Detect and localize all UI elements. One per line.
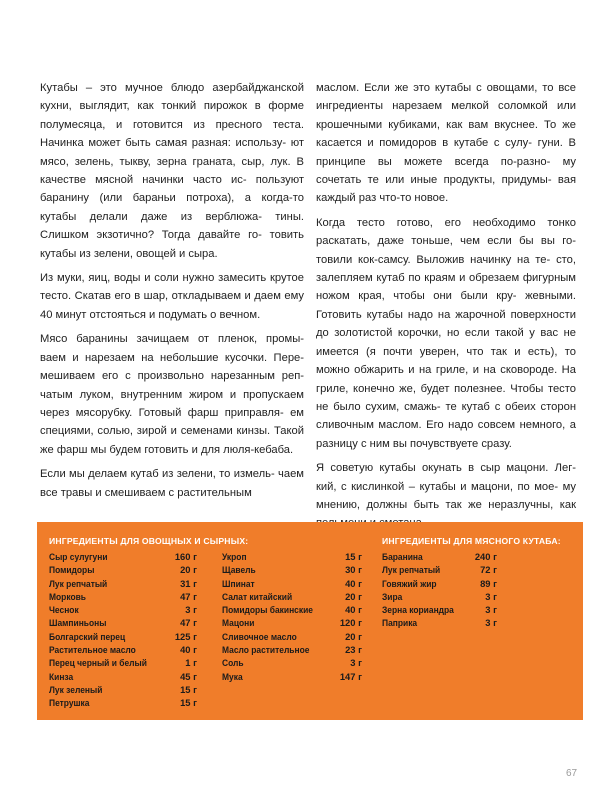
ingredient-quantity: 40 г (180, 644, 197, 656)
ingredient-name: Масло растительное (222, 644, 310, 656)
meat-ingredients-list (382, 550, 497, 630)
ingredient-quantity: 240 г (474, 551, 497, 562)
ingredient-quantity: 40 г (345, 604, 362, 616)
text-column-right (316, 79, 576, 539)
ingredient-name: Паприка (382, 617, 418, 629)
ingredient-row (49, 616, 197, 629)
ingredient-row (222, 616, 362, 629)
ingredient-name: Чеснок (49, 604, 79, 616)
ingredient-name: Лук зеленый (49, 683, 103, 695)
ingredient-quantity: 20 г (180, 564, 197, 576)
meat-ingredients-title: ИНГРЕДИЕНТЫ ДЛЯ МЯСНОГО КУТАБА: (382, 536, 561, 546)
ingredient-quantity: 15 г (345, 551, 362, 562)
ingredient-row (49, 563, 197, 576)
veg-ingredients-list-1 (49, 550, 197, 710)
ingredient-row (49, 603, 197, 616)
ingredient-name: Лук репчатый (49, 577, 108, 589)
ingredient-name: Мука (222, 670, 243, 682)
ingredient-row (382, 616, 497, 629)
ingredient-quantity: 47 г (180, 590, 197, 602)
paragraph: Из муки, яиц, воды и соли нужно замесить крутое тесто. Скатав его в шар, откладываем и даем ему 40 минут отстояться и подумать о вечном. (40, 272, 304, 321)
ingredient-name: Мацони (222, 617, 255, 629)
ingredient-name: Сливочное масло (222, 630, 297, 642)
veg-ingredients-title: ИНГРЕДИЕНТЫ ДЛЯ ОВОЩНЫХ И СЫРНЫХ: (49, 536, 249, 546)
ingredient-quantity: 72 г (480, 564, 497, 576)
paragraph: Я советую кутабы окунать в сыр мацони. Лег- кий, с кислинкой – кутабы и мацони, по мое- му мнению, должны быть так же неразлучны, как (316, 462, 576, 511)
ingredient-row (49, 630, 197, 643)
ingredient-quantity: 23 г (345, 644, 362, 656)
ingredient-name: Зира (382, 590, 403, 602)
ingredient-quantity: 45 г (180, 670, 197, 682)
ingredient-row (222, 643, 362, 656)
ingredient-name: Укроп (222, 551, 247, 562)
ingredient-row (222, 563, 362, 576)
ingredient-name: Зерна кориандра (382, 604, 454, 616)
ingredient-quantity: 125 г (174, 630, 197, 642)
ingredient-row (49, 643, 197, 656)
ingredient-quantity: 31 г (180, 577, 197, 589)
ingredient-row (222, 603, 362, 616)
ingredient-row (49, 577, 197, 590)
ingredient-quantity: 3 г (485, 590, 497, 602)
ingredient-row (222, 656, 362, 669)
ingredient-name: Болгарский перец (49, 630, 126, 642)
ingredient-quantity: 3 г (485, 617, 497, 629)
ingredient-quantity: 89 г (480, 577, 497, 589)
ingredient-name: Кинза (49, 670, 74, 682)
ingredient-quantity: 3 г (485, 604, 497, 616)
ingredient-name: Сыр сулугуни (49, 551, 108, 562)
ingredient-quantity: 15 г (180, 683, 197, 695)
ingredient-row (382, 603, 497, 616)
ingredient-name: Соль (222, 657, 244, 669)
ingredient-name: Щавель (222, 564, 256, 576)
ingredient-quantity: 3 г (350, 657, 362, 669)
paragraph: Мясо баранины зачищаем от пленок, промы- ваем и нарезаем на небольшие кусочки. Пере- мешиваем его с произвольно нарезанным реп- чатым луком, внутренним жиром и пропускаем через мясорубку. Готовый фарш приправля- ем специями, солью, зирой и семенами кинзы. Такой же фарш мы будем готовить и для люля-кебаба. (40, 333, 304, 456)
ingredient-name: Лук репчатый (382, 564, 441, 576)
ingredient-name: Морковь (49, 590, 86, 602)
ingredient-name: Салат китайский (222, 590, 293, 602)
ingredient-row (49, 550, 197, 563)
veg-ingredients-list-2 (222, 550, 362, 710)
ingredient-row (49, 670, 197, 683)
ingredient-row (382, 550, 497, 563)
ingredient-name: Шампиньоны (49, 617, 107, 629)
ingredient-quantity: 20 г (345, 590, 362, 602)
ingredient-quantity: 3 г (185, 604, 197, 616)
ingredient-row (382, 577, 497, 590)
ingredient-row (49, 590, 197, 603)
paragraph: Если мы делаем кутаб из зелени, то измель- чаем все травы и смешиваем с растительным (40, 468, 304, 499)
ingredient-row (382, 590, 497, 603)
paragraph: Когда тесто готово, его необходимо тонко раскатать, даже тоньше, чем если бы вы го- товили кок-самсу. Выложив начинку на те- сто, залепляем кутаб по краям и обрезаем фигурным ножом края, чтобы они были кру- жевными. Готовить кутабы надо на жарочной поверхности до золотистой корочки, но если такой у вас не имеется (я почти уверен, что так и есть), то можно обжарить и на гриле, и на сковороде. На гриле, конечно же, будет полезнее. Чтобы тесто не было сухим, смажь- те кутаб с обеих сторон сливочным маслом. Его надо совсем немного, а разницу с ним вы почувствуете сразу. (316, 216, 576, 450)
page-number: 67 (566, 768, 578, 779)
ingredient-quantity: 15 г (180, 697, 197, 709)
ingredient-row (49, 656, 197, 669)
ingredient-row (222, 630, 362, 643)
ingredient-row (382, 563, 497, 576)
ingredient-name: Баранина (382, 551, 423, 562)
paragraph: маслом. Если же это кутабы с овощами, то все ингредиенты нарезаем мелкой соломкой или крошечными кубиками, как вам вкуснее. То же касается и помидоров в кутабе с сулу- гуни. В принципе вы можете всегда по-разно- му сочетать те или иные продукты, придумы- вая каждый раз что-то новое. (316, 82, 576, 205)
text-column-left (40, 79, 304, 508)
paragraph: Кутабы – это мучное блюдо азербайджанской кухни, выглядит, как тонкий пирожок в форме полумесяца, и готовится из пресного теста. Начинка может быть самая разная: использу- ют мясо, зелень, тыкву, зерна граната, сыр, лук. В качестве мясной начинки часто ис- пользуют баранину (или бараньи потроха), а когда-то кутабы делали даже из верблюжа- тины. Слишком экзотично? Тогда давайте го- товить кутабы из зелени, овощей и сыра. (40, 82, 304, 260)
ingredient-row (222, 670, 362, 683)
ingredients-box (37, 522, 583, 720)
ingredient-quantity: 47 г (180, 617, 197, 629)
ingredient-quantity: 30 г (345, 564, 362, 576)
ingredient-row (222, 550, 362, 563)
ingredient-name: Петрушка (49, 697, 90, 709)
ingredient-quantity: 147 г (339, 670, 362, 682)
ingredient-quantity: 40 г (345, 577, 362, 589)
ingredient-row (49, 696, 197, 709)
ingredient-name: Помидоры (49, 564, 95, 576)
ingredient-name: Говяжий жир (382, 577, 437, 589)
ingredient-row (222, 577, 362, 590)
ingredient-row (222, 590, 362, 603)
ingredient-name: Растительное масло (49, 644, 136, 656)
ingredient-quantity: 1 г (185, 657, 197, 669)
ingredient-name: Шпинат (222, 577, 255, 589)
veg-ingredients (49, 536, 369, 710)
ingredient-quantity: 160 г (174, 551, 197, 562)
ingredient-quantity: 120 г (339, 617, 362, 629)
ingredient-name: Перец черный и белый (49, 657, 147, 669)
ingredient-row (49, 683, 197, 696)
ingredient-quantity: 20 г (345, 630, 362, 642)
meat-ingredients (382, 536, 561, 630)
ingredient-name: Помидоры бакинские (222, 604, 313, 616)
